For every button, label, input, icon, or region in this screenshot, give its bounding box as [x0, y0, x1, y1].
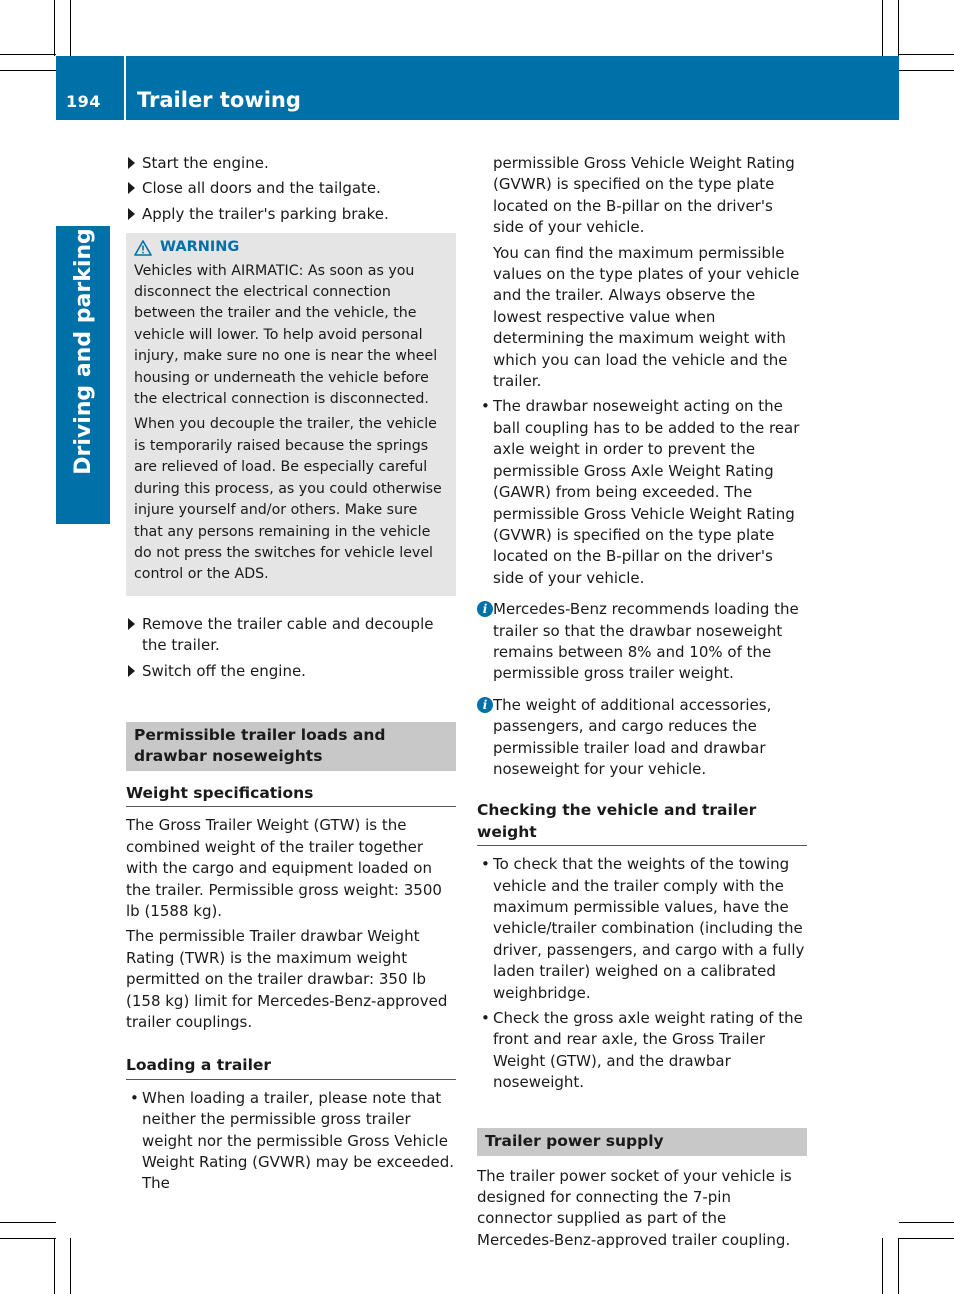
subsection-heading: Loading a trailer — [126, 1055, 456, 1079]
crop-mark — [882, 1238, 883, 1294]
paragraph: The trailer power socket of your vehicle is designed for connecting the 7-pin connector supplied as part of the Mercedes-Benz-approved trailer coupling. — [477, 1166, 792, 1249]
crop-mark — [882, 0, 883, 56]
bullet-item: • To check that the weights of the towing vehicle and the trailer comply with the maximum permissible values, have the vehicle/trailer combination (including the driver, passengers, and cargo with a fully laden trailer) weighed on a calibrated weighbridge. — [481, 855, 805, 1002]
info-note: i Mercedes-Benz recommends loading the trailer so that the drawbar noseweight remains between 8% and 10% of the permissible gross trailer weight. — [477, 599, 807, 685]
info-circle-icon: i — [477, 697, 493, 713]
crop-mark — [54, 1238, 55, 1294]
warning-triangle-icon — [134, 240, 152, 256]
right-column — [477, 153, 807, 1255]
header-divider — [124, 56, 126, 120]
section-heading: Permissible trailer loads and drawbar noseweights — [126, 722, 456, 771]
step-item: Apply the trailer's parking brake. — [126, 204, 456, 225]
crop-mark — [70, 0, 71, 56]
paragraph: permissible Gross Vehicle Weight Rating (GVWR) is specified on the type plate located on the B-pillar on the driver's side of your vehicle. — [493, 154, 795, 237]
crop-mark — [899, 54, 954, 55]
crop-mark — [899, 70, 954, 71]
crop-mark — [899, 1222, 954, 1223]
crop-mark — [899, 1238, 954, 1239]
crop-mark — [54, 0, 55, 56]
info-note: i The weight of additional accessories, passengers, and cargo reduces the permissible trailer load and drawbar noseweight for your vehicle. — [477, 695, 807, 781]
triangle-arrow-icon — [128, 182, 135, 194]
triangle-arrow-icon — [128, 665, 135, 677]
crop-mark — [898, 0, 899, 56]
warning-box — [126, 233, 456, 596]
left-column — [126, 153, 456, 1199]
paragraph: The permissible Trailer drawbar Weight Rating (TWR) is the maximum weight permitted on the trailer drawbar: 350 lb (158 kg) limit for Mercedes-Benz-approved trailer couplings. — [126, 927, 448, 1031]
page-title: Trailer towing — [137, 88, 301, 112]
step-item: Switch off the engine. — [126, 661, 456, 682]
crop-mark — [0, 54, 56, 55]
triangle-arrow-icon — [128, 208, 135, 220]
warning-heading: WARNING — [134, 237, 448, 258]
subsection-heading: Weight specifications — [126, 783, 456, 807]
step-item: Remove the trailer cable and decouple the trailer. — [126, 614, 456, 657]
paragraph: You can find the maximum permissible values on the type plates of your vehicle and the trailer. Always observe the lowest respective value when determining the maximum weight with which you can load the vehicle and the trailer. — [493, 243, 800, 391]
bullet-item: • Check the gross axle weight rating of the front and rear axle, the Gross Trailer Weight (GTW), and the drawbar noseweight. — [481, 1009, 803, 1092]
crop-mark — [0, 1238, 56, 1239]
warning-text: Vehicles with AIRMATIC: As soon as you disconnect the electrical connection between the trailer and the vehicle, the vehicle will lower. To help avoid personal injury, make sure no one is near the wheel housing or underneath the vehicle before the electrical connection is disconnected. — [134, 262, 438, 408]
crop-mark — [898, 1238, 899, 1294]
paragraph: The Gross Trailer Weight (GTW) is the combined weight of the trailer together with the cargo and equipment loaded on the trailer. Permissible gross weight: 3500 lb (1588 kg). — [126, 816, 442, 920]
crop-mark — [0, 70, 56, 71]
triangle-arrow-icon — [128, 157, 135, 169]
bullet-item: • When loading a trailer, please note that neither the permissible gross trailer weight nor the permissible Gross Vehicle Weight Rating (GVWR) may be exceeded. The — [130, 1088, 455, 1193]
page-number: 194 — [66, 92, 101, 111]
step-item: Close all doors and the tailgate. — [126, 178, 456, 199]
warning-text: When you decouple the trailer, the vehicle is temporarily raised because the springs are relieved of load. Be especially careful during this process, as you could otherwise injure yourself and/or others. Make sure that any persons remaining in the vehicle do not press the switches for vehicle level control or the ADS. — [134, 416, 442, 583]
crop-mark — [70, 1238, 71, 1294]
bullet-item: • The drawbar noseweight acting on the ball coupling has to be added to the rear axle weight in order to prevent the permissible Gross Axle Weight Rating (GAWR) from being exceeded. The permissible Gross Vehicle Weight Rating (GVWR) is specified on the type plate located on the B-pillar on the driver's side of your vehicle. — [481, 397, 800, 587]
section-heading: Trailer power supply — [477, 1128, 807, 1156]
crop-mark — [0, 1222, 56, 1223]
triangle-arrow-icon — [128, 618, 135, 630]
subsection-heading: Checking the vehicle and trailer weight — [477, 800, 807, 846]
step-item: Start the engine. — [126, 153, 456, 174]
info-circle-icon: i — [477, 601, 493, 617]
side-tab-label: Driving and parking — [70, 227, 96, 475]
